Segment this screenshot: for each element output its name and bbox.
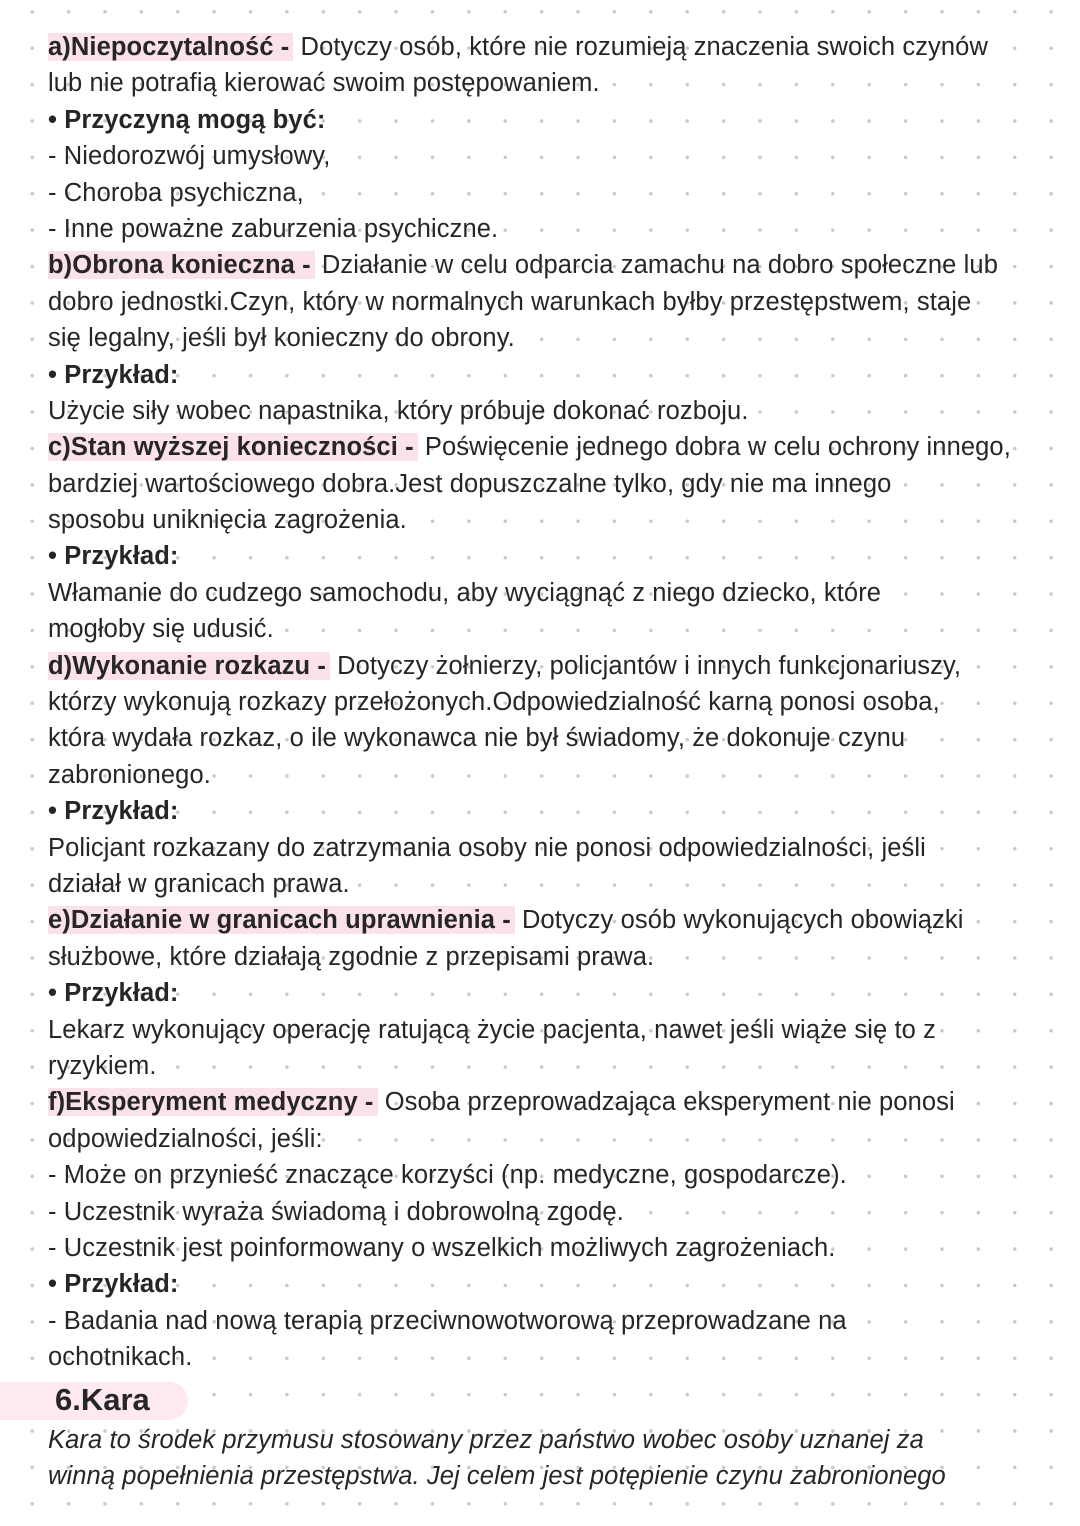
line-text: Dotyczy żołnierzy, policjantów i innych funkcjonariuszy, xyxy=(329,651,962,680)
line-text: Poświęcenie jednego dobra w celu ochrony innego, xyxy=(417,433,1011,462)
intro-line: winną popełnienia przestępstwa. Jej celem jest potępienie czynu zabronionego xyxy=(48,1462,946,1491)
line-text: Dotyczy osób, które nie rozumieją znaczenia swoich czynów xyxy=(293,33,988,61)
subheading: • Przykład: xyxy=(48,1270,179,1299)
term-line xyxy=(48,1084,1058,1120)
term-label: a)Niepoczytalność - xyxy=(48,33,293,61)
line-text: bardziej wartościowego dobra.Jest dopuszczalne tylko, gdy nie ma innego xyxy=(48,469,892,498)
term-line xyxy=(48,429,1058,465)
line-text: sposobu uniknięcia zagrożenia. xyxy=(48,506,407,535)
line-text: - Niedorozwój umysłowy, xyxy=(48,142,331,171)
text-line xyxy=(48,1121,1058,1157)
text-line xyxy=(48,393,1058,429)
text-line xyxy=(48,939,1058,975)
line-text: ryzykiem. xyxy=(48,1051,157,1080)
text-line xyxy=(48,211,1058,247)
text-line xyxy=(48,1157,1058,1193)
text-line xyxy=(48,320,1058,356)
subheading: • Przykład: xyxy=(48,542,179,571)
subheading: • Przykład: xyxy=(48,979,179,1008)
term-line xyxy=(48,902,1058,938)
line-text: Policjant rozkazany do zatrzymania osoby nie ponosi odpowiedzialności, jeśli xyxy=(48,833,926,862)
line-text: służbowe, które działają zgodnie z przepisami prawa. xyxy=(48,942,655,971)
subheading-line xyxy=(48,102,1058,138)
subheading-line xyxy=(48,975,1058,1011)
term-line xyxy=(48,247,1058,283)
line-text: mogłoby się udusić. xyxy=(48,615,274,644)
subheading-line xyxy=(48,357,1058,393)
text-line xyxy=(48,830,1058,866)
term-label: b)Obrona konieczna - xyxy=(48,251,315,279)
line-text: która wydała rozkaz, o ile wykonawca nie był świadomy, że dokonuje czynu xyxy=(48,724,906,753)
line-text: Dotyczy osób wykonujących obowiązki xyxy=(514,906,964,935)
line-text: ochotnikach. xyxy=(48,1343,193,1372)
line-text: działał w granicach prawa. xyxy=(48,869,350,898)
line-text: - Badania nad nową terapią przeciwnowotworową przeprowadzane na xyxy=(48,1306,847,1335)
term-label: d)Wykonanie rozkazu - xyxy=(48,652,330,680)
section-heading xyxy=(0,1382,188,1420)
section-heading-text: 6.Kara xyxy=(55,1382,150,1417)
term-line xyxy=(48,29,1058,65)
term-label: c)Stan wyższej konieczności - xyxy=(48,433,418,461)
line-text: - Może on przynieść znaczące korzyści (np. medyczne, gospodarcze). xyxy=(48,1161,847,1190)
subheading: • Przykład: xyxy=(48,797,179,826)
line-text: - Uczestnik jest poinformowany o wszelkich możliwych zagrożeniach. xyxy=(48,1233,836,1262)
text-line xyxy=(48,502,1058,538)
text-line xyxy=(48,284,1058,320)
text-line xyxy=(48,65,1058,101)
term-label: e)Działanie w granicach uprawnienia - xyxy=(48,906,515,934)
subheading: • Przyczyną mogą być: xyxy=(48,105,326,134)
text-line xyxy=(48,684,1058,720)
text-line xyxy=(48,1194,1058,1230)
line-text: - Inne poważne zaburzenia psychiczne. xyxy=(48,214,499,243)
line-text: którzy wykonują rozkazy przełożonych.Odpowiedzialność karną ponosi osoba, xyxy=(48,688,940,717)
line-text: zabronionego. xyxy=(48,760,211,789)
line-text: - Uczestnik wyraża świadomą i dobrowolną zgodę. xyxy=(48,1197,624,1226)
text-line xyxy=(48,1339,1058,1375)
line-text: odpowiedzialności, jeśli: xyxy=(48,1124,323,1153)
notes-body xyxy=(48,29,1058,1375)
intro-line: Kara to środek przymusu stosowany przez państwo wobec osoby uznanej za xyxy=(48,1426,924,1454)
line-text: się legalny, jeśli był konieczny do obrony. xyxy=(48,324,515,353)
text-line xyxy=(48,1012,1058,1048)
line-text: Osoba przeprowadzająca eksperyment nie ponosi xyxy=(377,1088,955,1117)
text-line xyxy=(48,1048,1058,1084)
term-label: f)Eksperyment medyczny - xyxy=(48,1088,378,1116)
line-text: dobro jednostki.Czyn, który w normalnych warunkach byłby przestępstwem, staje xyxy=(48,287,972,316)
line-text: Użycie siły wobec napastnika, który próbuje dokonać rozboju. xyxy=(48,396,749,425)
text-line xyxy=(48,1303,1058,1339)
subheading-line xyxy=(48,538,1058,574)
text-line xyxy=(48,575,1058,611)
line-text: Działanie w celu odparcia zamachu na dobro społeczne lub xyxy=(314,251,998,280)
term-line xyxy=(48,648,1058,684)
text-line xyxy=(48,138,1058,174)
line-text: - Choroba psychiczna, xyxy=(48,178,304,207)
text-line xyxy=(48,175,1058,211)
subheading-line xyxy=(48,1266,1058,1302)
text-line xyxy=(48,866,1058,902)
subheading: • Przykład: xyxy=(48,360,179,389)
text-line xyxy=(48,720,1058,756)
text-line xyxy=(48,611,1058,647)
line-text: Włamanie do cudzego samochodu, aby wyciągnąć z niego dziecko, które xyxy=(48,578,882,607)
text-line xyxy=(48,1230,1058,1266)
text-line xyxy=(48,757,1058,793)
line-text: lub nie potrafią kierować swoim postępowaniem. xyxy=(48,69,600,98)
section-intro xyxy=(48,1422,946,1495)
line-text: Lekarz wykonujący operację ratującą życie pacjenta, nawet jeśli wiąże się to z xyxy=(48,1015,936,1044)
subheading-line xyxy=(48,793,1058,829)
text-line xyxy=(48,466,1058,502)
